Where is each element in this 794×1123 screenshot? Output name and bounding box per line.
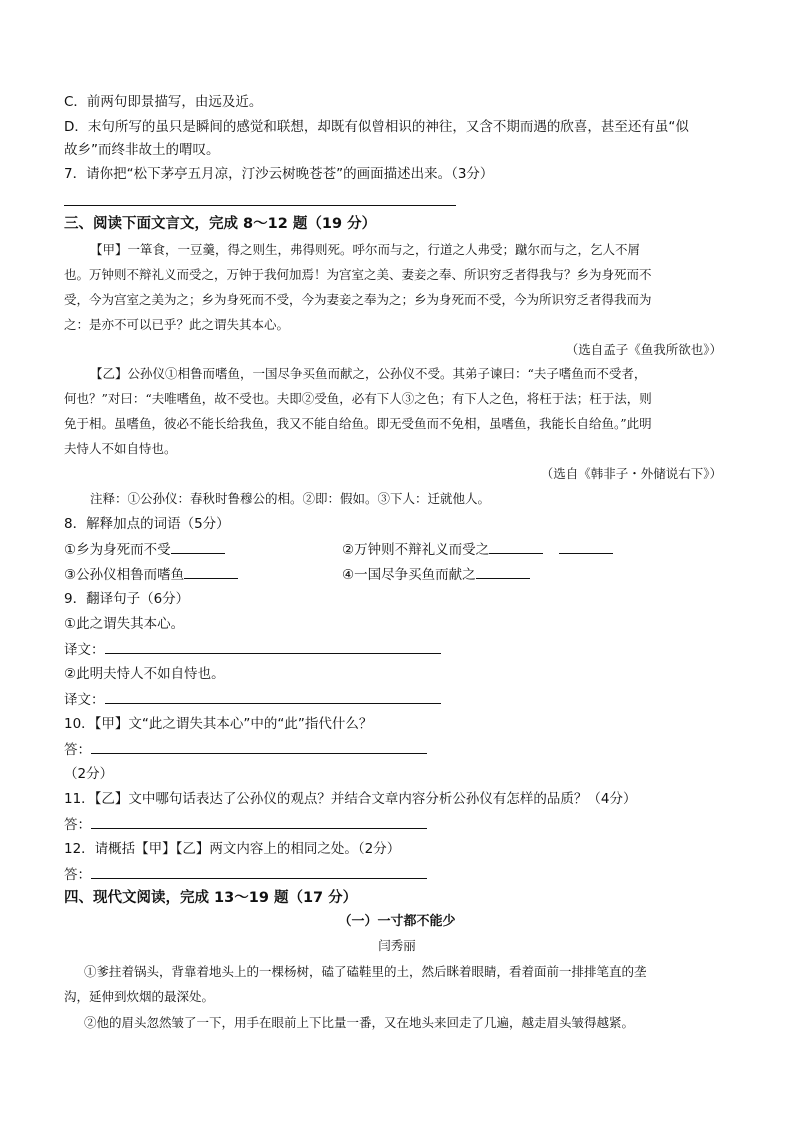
annotation-notes: 注释：①公孙仪：春秋时鲁穆公的相。②即：假如。③下人：迁就他人。: [90, 491, 491, 506]
q9-sentence-1: ①此之谓失其本心。: [64, 616, 185, 632]
q10-points: （2分）: [64, 766, 114, 782]
jia-line-1: 【甲】一箪食，一豆羹，得之则生，弗得则死。呼尔而与之，行道之人弗受；蹴尔而与之，乞人不屑: [90, 242, 641, 257]
q9-sentence-2: ②此明夫恃人不如自恃也。: [64, 666, 225, 682]
jia-line-2: 也。万钟则不辩礼义而受之，万钟于我何加焉！为宫室之美、妻妾之奉、所识穷乏者得我与？乡为身死而不: [64, 267, 652, 282]
q11-answer-line[interactable]: [91, 814, 427, 829]
q12-answer-label: 答：: [64, 867, 91, 883]
q10-answer-line[interactable]: [91, 739, 427, 754]
story-p1-line1: ①爹拄着锅头，背靠着地头上的一棵杨树，磕了磕鞋里的土，然后眯着眼睛，看着面前一排排笔直的垄: [84, 964, 647, 979]
story-p2: ②他的眉头忽然皱了一下，用手在眼前上下比量一番，又在地头来回走了几遍，越走眉头皱得越紧。: [84, 1015, 635, 1030]
q9-translation-2: [64, 689, 441, 710]
q7-answer-line[interactable]: [64, 205, 456, 206]
q8-item-3-text: ③公孙仪相鲁而嗜鱼: [64, 567, 185, 583]
q8-item-4-text: ④一国尽争买鱼而献之: [342, 567, 476, 583]
yi-line-4: 夫恃人不如自恃也。: [64, 441, 177, 456]
q8-item-3-blank[interactable]: [184, 564, 238, 579]
q10-answer: [64, 739, 427, 760]
q11-answer-label: 答：: [64, 817, 91, 833]
q10-prompt: 10．【甲】文“此之谓失其本心”中的“此”指代什么？: [64, 716, 373, 732]
q9-translation-2-line[interactable]: [105, 689, 441, 704]
jia-source: （选自孟子《鱼我所欲也》）: [565, 342, 722, 357]
q11-prompt: 11．【乙】文中哪句话表达了公孙仪的观点？并结合文章内容分析公孙仪有怎样的品质？（4分）: [64, 791, 637, 807]
q9-translation-2-label: 译文：: [64, 692, 105, 708]
yi-source: （选自《韩非子・外储说右下》）: [540, 466, 722, 481]
yi-line-1: 【乙】公孙仪①相鲁而嗜鱼，一国尽争买鱼而献之，公孙仪不受。其弟子谏曰：“夫子嗜鱼而不受者，: [90, 366, 647, 381]
q8-item-4: [342, 564, 530, 585]
q10-answer-label: 答：: [64, 742, 91, 758]
q9-title: 9．翻译句子（6分）: [64, 591, 190, 607]
q9-translation-1-label: 译文：: [64, 642, 105, 658]
q8-title: 8．解释加点的词语（5分）: [64, 516, 230, 532]
section3-heading: 三、阅读下面文言文，完成 8～12 题（19 分）: [64, 216, 377, 232]
q8-item-2-blank-b[interactable]: [559, 539, 613, 554]
q8-item-2-blank-a[interactable]: [489, 539, 543, 554]
jia-line-4: 之：是亦不可以已乎？此之谓失其本心。: [64, 317, 290, 332]
q12-answer: [64, 864, 427, 885]
q8-item-2-text: ②万钟则不辩礼义而受之: [342, 542, 490, 558]
q7-prompt: 7．请你把“松下茅亭五月凉，汀沙云树晚苍苍”的画面描述出来。（3分）: [64, 166, 494, 182]
q11-answer: [64, 814, 427, 835]
q6-option-d-line1: D．末句所写的虽只是瞬间的感觉和联想，却既有似曾相识的神往，又含不期而遇的欣喜，甚至还有虽“似: [64, 119, 689, 135]
section4-heading: 四、现代文阅读，完成 13～19 题（17 分）: [64, 890, 358, 906]
q8-item-4-blank[interactable]: [476, 564, 530, 579]
story-p1-line2: 沟，延伸到炊烟的最深处。: [64, 989, 215, 1004]
q9-translation-1: [64, 639, 441, 660]
jia-line-3: 受，今为宫室之美为之；乡为身死而不受，今为妻妾之奉为之；乡为身死而不受，今为所识穷乏者得我而为: [64, 292, 652, 307]
q8-item-1-text: ①乡为身死而不受: [64, 542, 171, 558]
q8-item-1: [64, 539, 225, 560]
q6-option-c: C．前两句即景描写，由远及近。: [64, 94, 263, 110]
yi-line-2: 何也？”对曰：“夫唯嗜鱼，故不受也。夫即②受鱼，必有下人③之色；有下人之色，将枉于法；枉于法，则: [64, 391, 652, 406]
q9-translation-1-line[interactable]: [105, 639, 441, 654]
q8-item-3: [64, 564, 238, 585]
q8-item-1-blank[interactable]: [171, 539, 225, 554]
story-author: 闫秀丽: [378, 938, 416, 953]
q12-answer-line[interactable]: [91, 864, 427, 879]
story-title: （一）一寸都不能少: [338, 914, 456, 929]
q8-item-2: [342, 539, 613, 560]
q12-prompt: 12．请概括【甲】【乙】两文内容上的相同之处。（2分）: [64, 841, 401, 857]
yi-line-3: 免于相。虽嗜鱼，彼必不能长给我鱼，我又不能自给鱼。即无受鱼而不免相，虽嗜鱼，我能长自给鱼。”此明: [64, 416, 652, 431]
q6-option-d-line2: 故乡”而终非故土的喟叹。: [64, 142, 220, 158]
